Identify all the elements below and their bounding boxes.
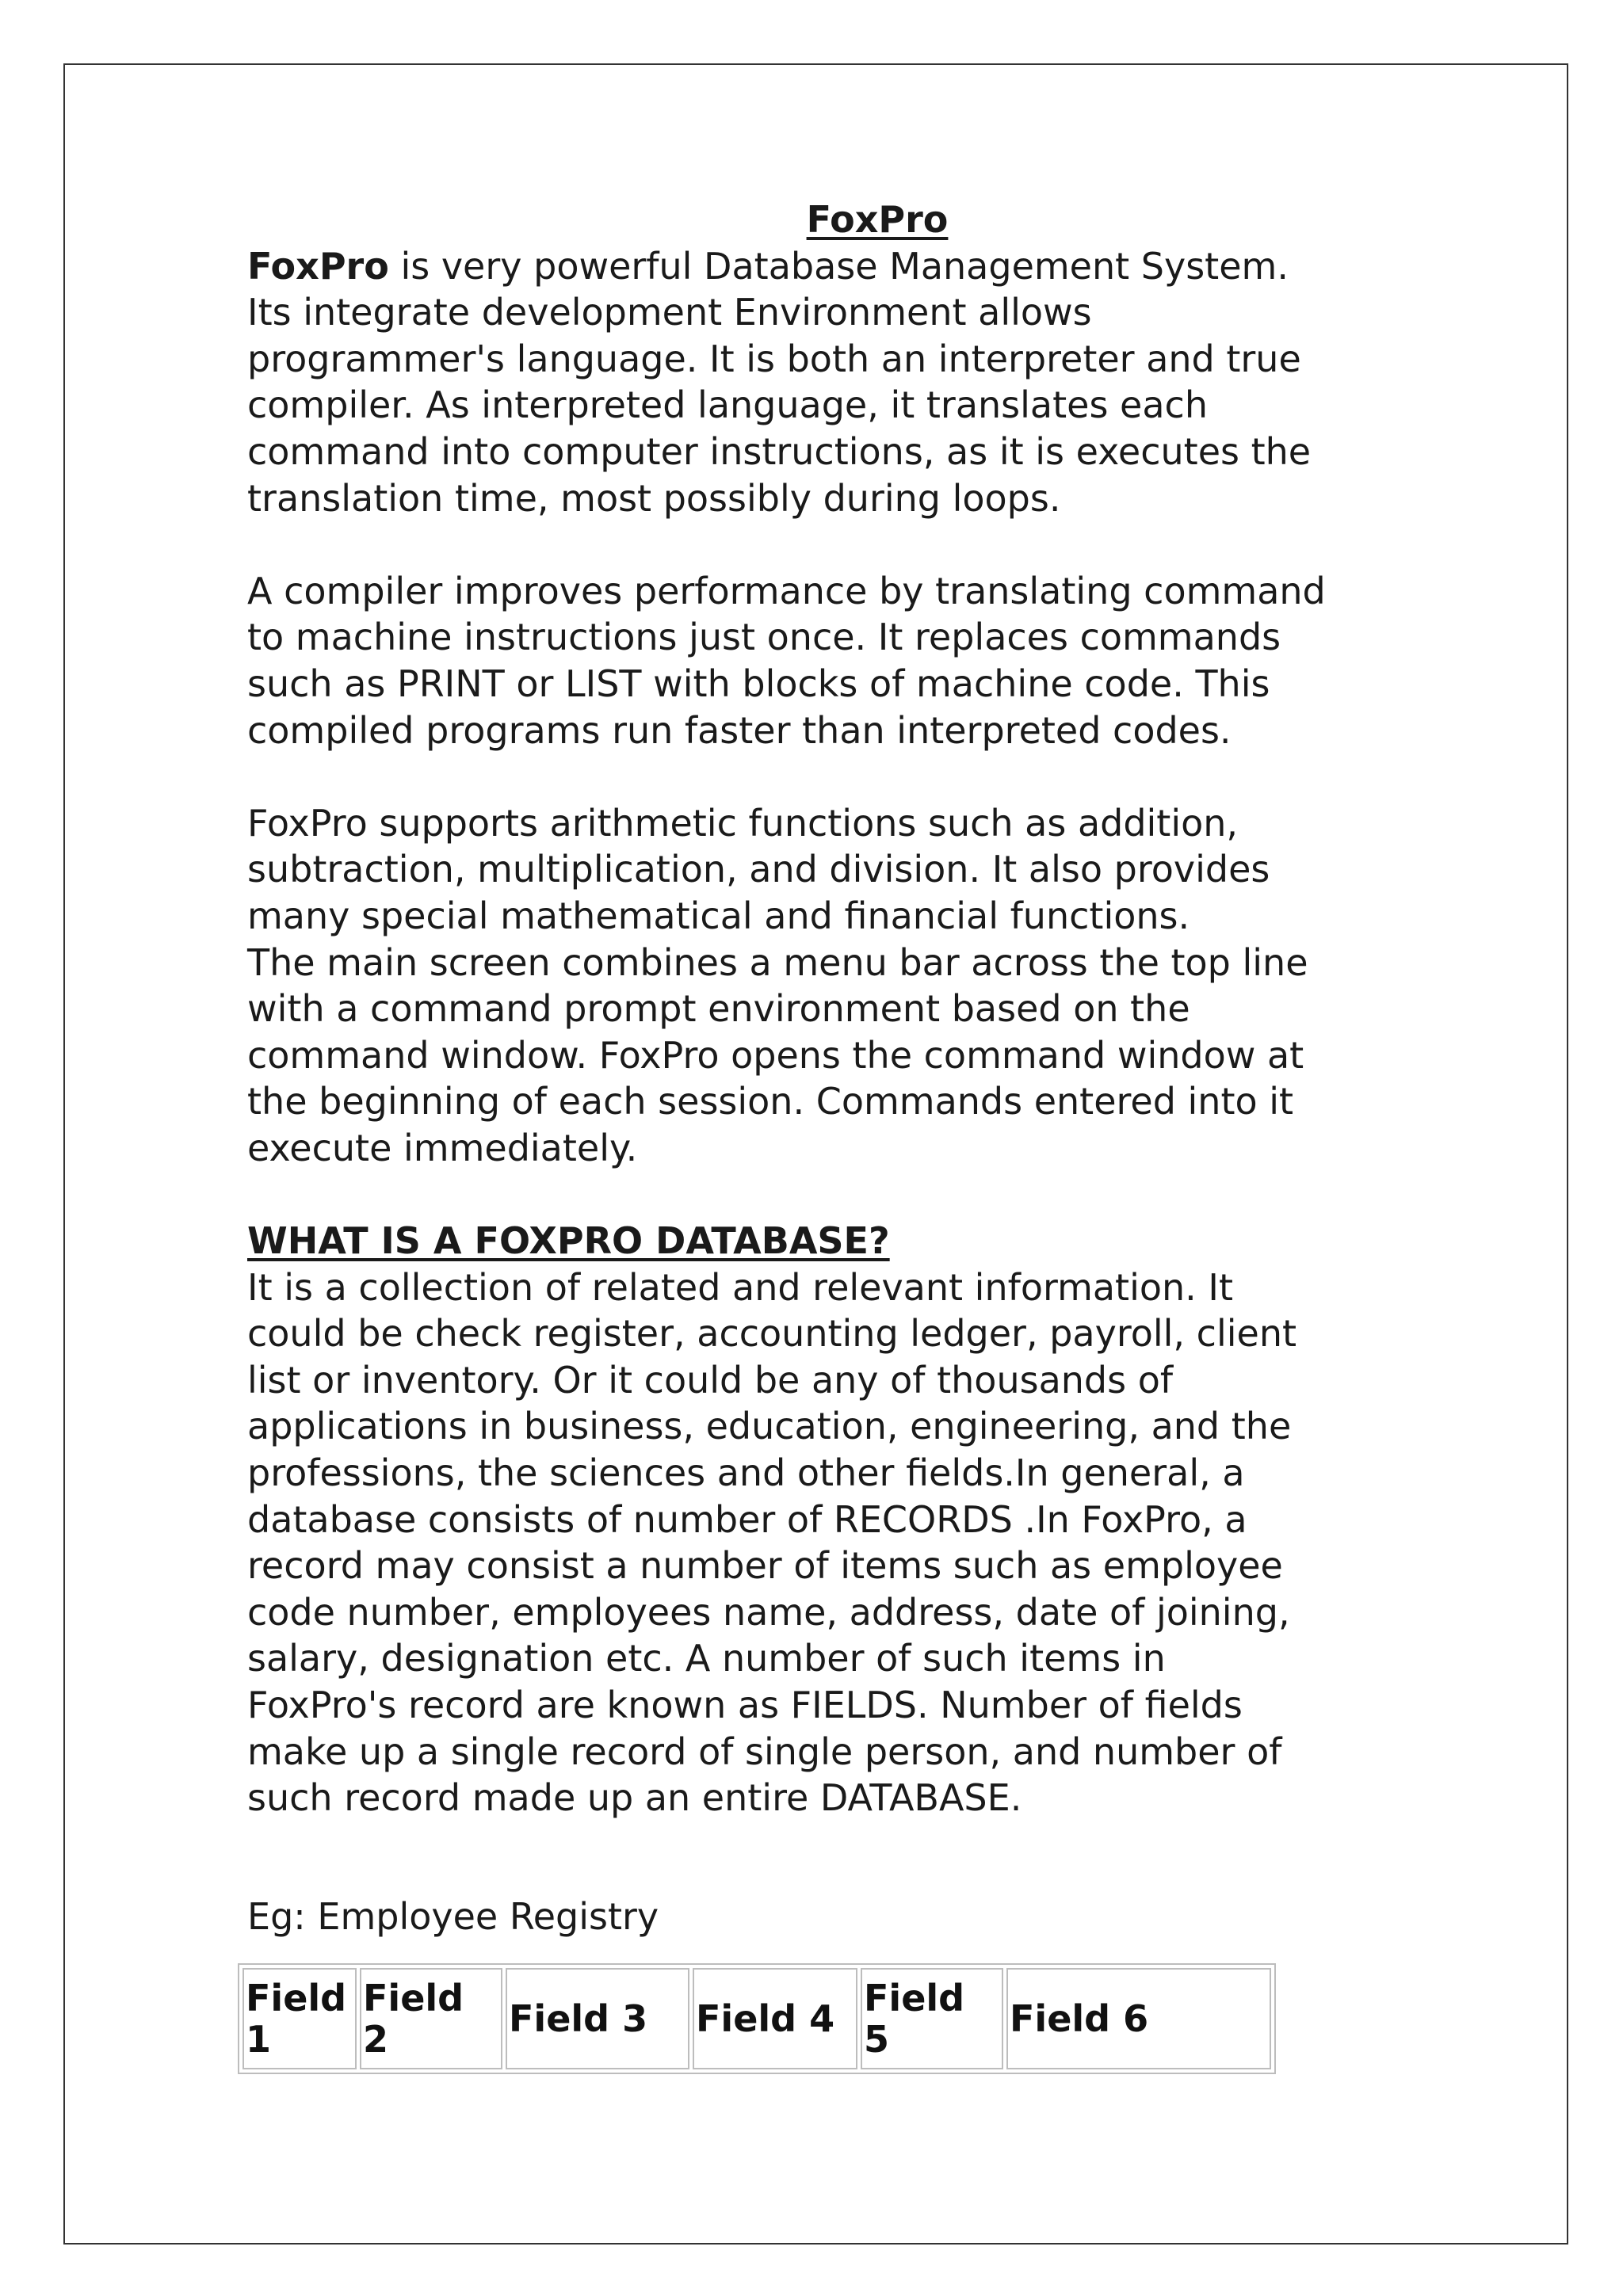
section-heading: WHAT IS A FOXPRO DATABASE?	[247, 1219, 890, 1263]
table-cell: Field 5	[861, 1968, 1003, 2069]
table-cell: Field 1	[242, 1968, 357, 2069]
table-row	[242, 1968, 1271, 2069]
table-cell: Field 6	[1006, 1968, 1271, 2069]
intro-bold-term: FoxPro	[247, 244, 389, 288]
fields-table	[238, 1963, 1276, 2074]
table-cell: Field 3	[506, 1968, 689, 2069]
example-label: Eg: Employee Registry	[247, 1894, 659, 1938]
spacer	[247, 1821, 1404, 1894]
document-body	[247, 196, 1404, 1939]
compiler-paragraph: A compiler improves performance by translating command to machine instructions just once. It replaces commands such as PRINT or LIST with blocks of machine code. This compiled programs run faster than interpreted codes.	[247, 569, 1326, 752]
database-paragraph: It is a collection of related and relevant information. It could be check register, accounting ledger, payroll, client list or inventory. Or it could be any of thousands of applications in business, education, engineering, and the professions, the sciences and other fields.In general, a database consists of number of RECORDS .In FoxPro, a record may consist a number of items such as employee code number, employees name, address, date of joining, salary, designation etc. A number of such items in FoxPro's record are known as FIELDS. Number of fields make up a single record of single person, and number of such record made up an entire DATABASE.	[247, 1265, 1297, 1820]
table-cell: Field 4	[693, 1968, 857, 2069]
intro-paragraph	[247, 243, 1404, 522]
table-cell: Field 2	[360, 1968, 502, 2069]
document-title: FoxPro	[806, 198, 949, 241]
spacer	[247, 1171, 1404, 1218]
intro-text: is very powerful Database Management System. Its integrate development Environment allows programmer's language. It is both an interpreter and true compiler. As interpreted language, it translates each command into computer instructions, as it is executes the translation time, most possibly during loops.	[247, 244, 1312, 520]
spacer	[247, 521, 1404, 568]
functions-paragraph: FoxPro supports arithmetic functions such as addition, subtraction, multiplication, and division. It also provides many special mathematical and financial functions. The main screen combines a menu bar across the top line with a command prompt environment based on the command window. FoxPro opens the command window at the beginning of each session. Commands entered into it execute immediately.	[247, 801, 1308, 1169]
spacer	[247, 753, 1404, 800]
